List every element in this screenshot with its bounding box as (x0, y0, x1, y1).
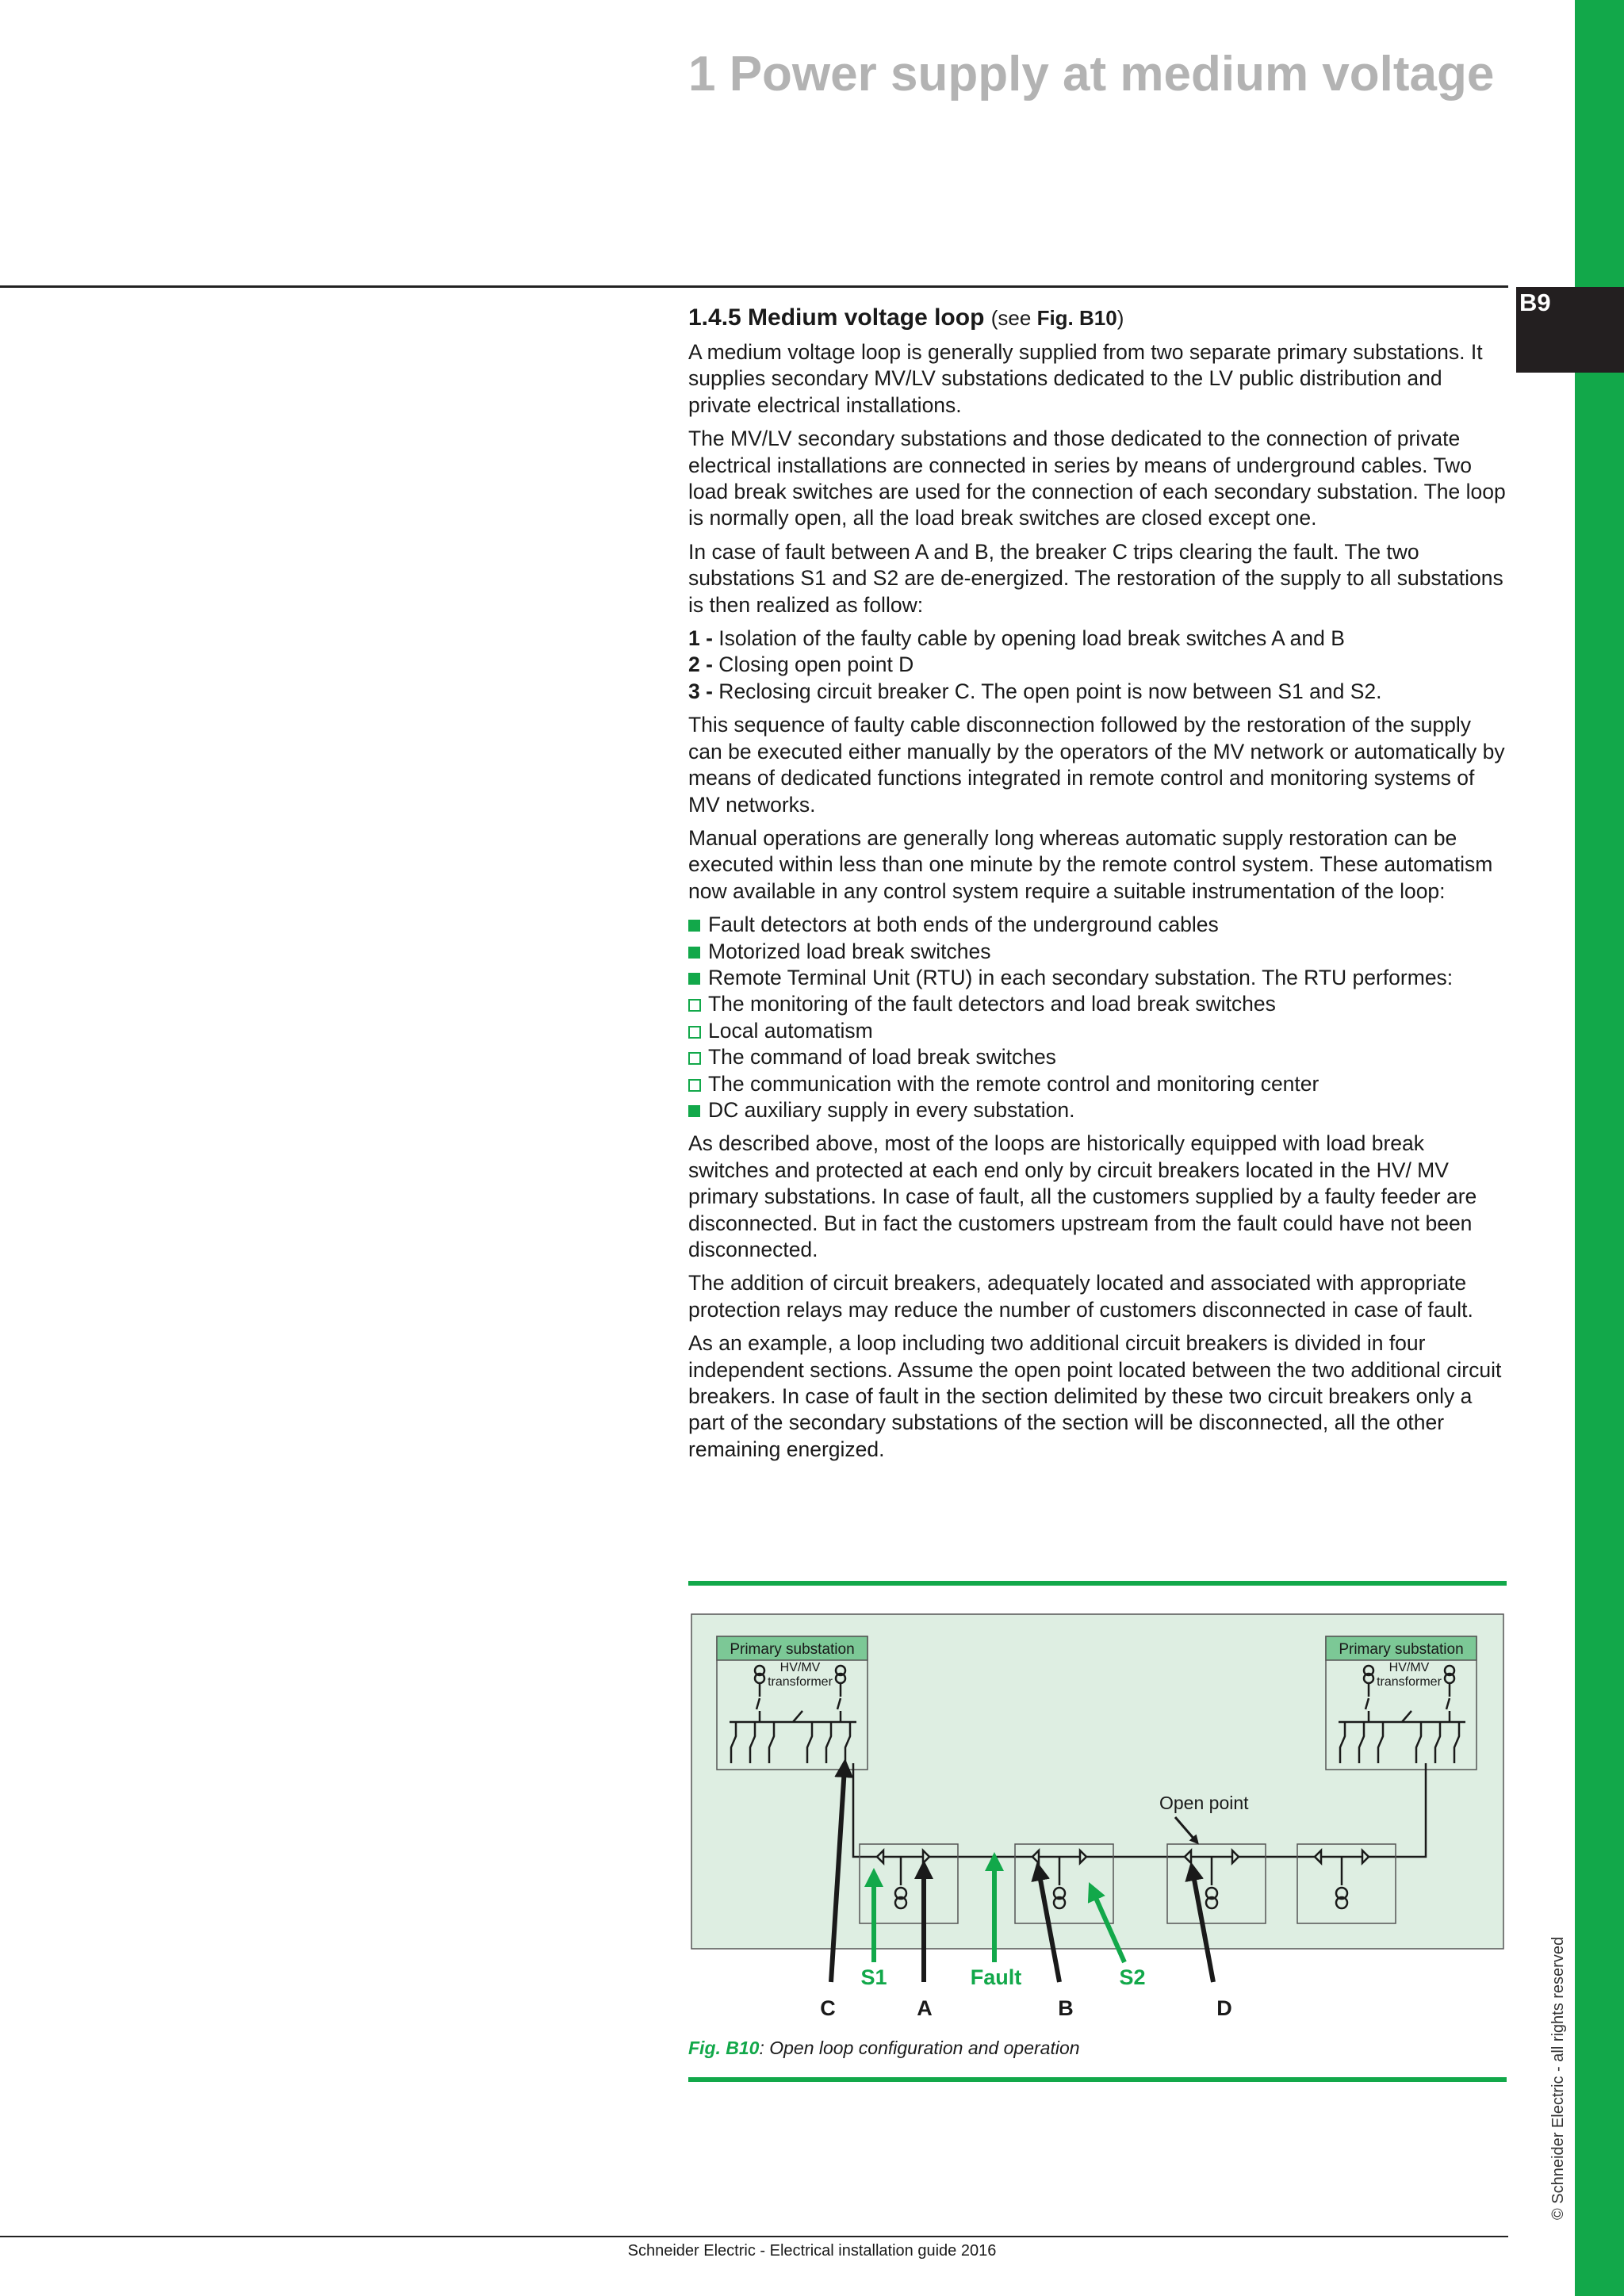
empty-square-bullet-icon (688, 1026, 701, 1039)
label-c: C (820, 1996, 836, 2020)
footer-rule (0, 2236, 1508, 2237)
open-loop-diagram (688, 1609, 1507, 2038)
paragraph: This sequence of faulty cable disconnection followed by the restoration of the supply can be executed either manually by the operators of the MV network or automatically by means of dedicated functions integrated in remote control and monitoring systems of MV networks. (688, 713, 1505, 817)
svg-text:HV/MV: HV/MV (779, 1661, 821, 1674)
svg-text:transformer: transformer (1377, 1675, 1442, 1689)
list-item: Remote Terminal Unit (RTU) in each secondary substation. The RTU performes: (688, 965, 1509, 991)
list-item: The monitoring of the fault detectors and load break switches (688, 991, 1509, 1017)
copyright-notice: © Schneider Electric - all rights reserved (1549, 1936, 1567, 2220)
primary-substation-left (717, 1636, 868, 1770)
svg-text:transformer: transformer (768, 1675, 833, 1689)
svg-text:HV/MV: HV/MV (1388, 1661, 1430, 1674)
paragraph: The MV/LV secondary substations and those dedicated to the connection of private electrical installations are connected in series by means of underground cables. Two load break switches are used for the connection of each secondary substation. The loop is normally open, all the load break switches are closed except one. (688, 427, 1506, 530)
figure-bottom-rule (688, 2077, 1507, 2082)
empty-square-bullet-icon (688, 999, 701, 1012)
label-fault: Fault (970, 1965, 1022, 1989)
list-item: DC auxiliary supply in every substation. (688, 1097, 1509, 1123)
step-item: 3 - Reclosing circuit breaker C. The open point is now between S1 and S2. (688, 679, 1382, 703)
empty-square-bullet-icon (688, 1079, 701, 1092)
open-point-label: Open point (1159, 1793, 1249, 1813)
step-item: 2 - Closing open point D (688, 652, 914, 677)
figure-caption: Fig. B10: Open loop configuration and operation (688, 2038, 1080, 2058)
paragraph: As an example, a loop including two additional circuit breakers is divided in four independent sections. Assume the open point located between the two additional circuit breakers. In case of fault in the section delimited by these two circuit breakers only a part of the secondary substations of the section will be disconnected, all the other remaining energized. (688, 1331, 1502, 1461)
label-a: A (917, 1996, 933, 2020)
label-d: D (1216, 1996, 1232, 2020)
main-content (688, 304, 1509, 1470)
paragraph: The addition of circuit breakers, adequately located and associated with appropriate protection relays may reduce the number of customers disconnected in case of fault. (688, 1271, 1473, 1322)
primary-substation-right (1326, 1636, 1477, 1770)
figure-reference: (see Fig. B10) (990, 306, 1124, 330)
restoration-steps (688, 626, 1509, 705)
filled-square-bullet-icon (688, 973, 700, 985)
section-heading: 1.4.5 Medium voltage loop (see Fig. B10) (688, 304, 1124, 331)
header-rule (0, 285, 1508, 288)
paragraph: As described above, most of the loops are historically equipped with load break switches and protected at each end only by circuit breakers located in the HV/ MV primary substations. In case of fault, all the customers supplied by a faulty feeder are disconnected. But in fact the customers upstream from the fault could have not been disconnected. (688, 1131, 1477, 1261)
label-s1: S1 (860, 1965, 887, 1989)
filled-square-bullet-icon (688, 1105, 700, 1117)
chapter-title: 1 Power supply at medium voltage (688, 47, 1495, 101)
page-tab (1516, 287, 1624, 373)
filled-square-bullet-icon (688, 947, 700, 959)
primary-substation-label: Primary substation (1339, 1641, 1464, 1658)
label-b: B (1058, 1996, 1074, 2020)
label-s2: S2 (1119, 1965, 1146, 1989)
list-item: The command of load break switches (688, 1044, 1509, 1070)
empty-square-bullet-icon (688, 1052, 701, 1065)
instrumentation-list (688, 912, 1509, 1123)
figure-top-rule (688, 1581, 1507, 1586)
primary-substation-label: Primary substation (730, 1641, 855, 1658)
page-number: B9 (1519, 289, 1551, 316)
list-item: Motorized load break switches (688, 939, 1509, 965)
paragraph: Manual operations are generally long whereas automatic supply restoration can be executed within less than one minute by the remote control system. These automatism now available in any control system require a suitable instrumentation of the loop: (688, 825, 1493, 903)
paragraph: In case of fault between A and B, the breaker C trips clearing the fault. The two substations S1 and S2 are de-energized. The restoration of the supply to all substations is then realized as follow: (688, 539, 1503, 617)
paragraph: A medium voltage loop is generally supplied from two separate primary substations. It supplies secondary MV/LV substations dedicated to the LV public distribution and private electrical installations. (688, 340, 1483, 417)
filled-square-bullet-icon (688, 920, 700, 932)
page-footer: Schneider Electric - Electrical installation guide 2016 (627, 2242, 997, 2260)
list-item: The communication with the remote control and monitoring center (688, 1071, 1509, 1097)
list-item: Fault detectors at both ends of the underground cables (688, 912, 1509, 938)
list-item: Local automatism (688, 1018, 1509, 1044)
step-item: 1 - Isolation of the faulty cable by opening load break switches A and B (688, 626, 1345, 651)
